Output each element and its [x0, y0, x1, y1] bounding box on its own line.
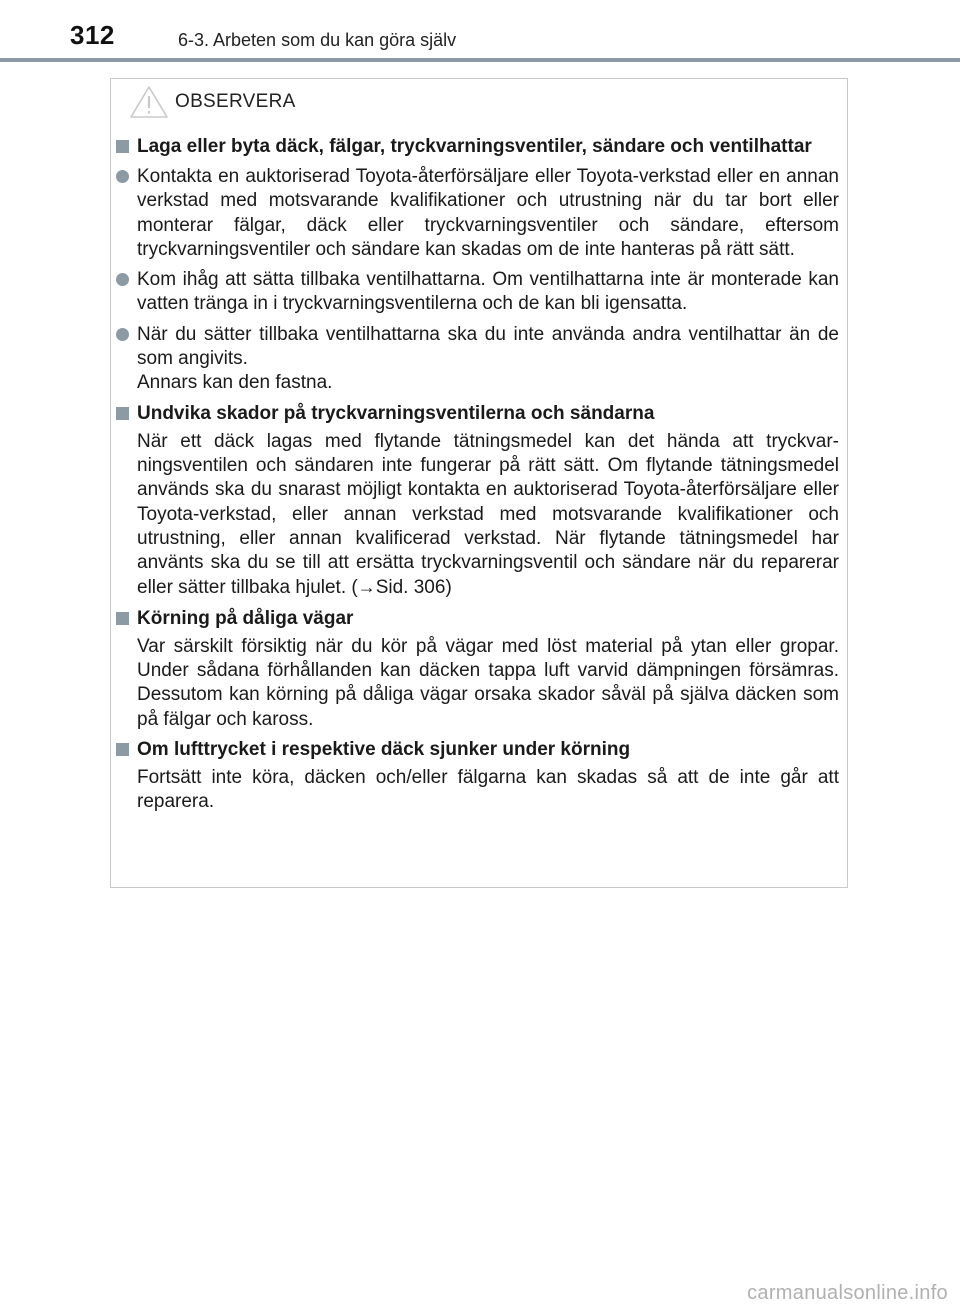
round-bullet-icon [116, 273, 129, 286]
list-item-text: Kom ihåg att sätta tillbaka ventilhattarna. Om ventilhattarna inte är monterade kan vatten tränga in i tryckvarningsventilerna och de kan bli igensatta. [137, 269, 839, 315]
caution-header [129, 85, 296, 119]
warning-triangle-icon [129, 85, 169, 119]
list-item [137, 165, 839, 262]
page-reference-link[interactable]: Sid. 306) [375, 577, 452, 599]
topic-repair-tires [111, 135, 847, 396]
arrow-right-icon: → [357, 577, 376, 598]
topic-heading [137, 402, 839, 426]
topic-heading [137, 135, 839, 159]
topic-heading-text: Om lufttrycket i respektive däck sjunker under körning [137, 738, 631, 760]
round-bullet-icon [116, 328, 129, 341]
topic-pressure-drop [111, 738, 847, 815]
topic-paragraph [137, 430, 839, 601]
page-header [0, 0, 960, 62]
list-item [137, 268, 839, 317]
topic-heading-text: Körning på dåliga vägar [137, 607, 354, 629]
topic-paragraph: Var särskilt försiktig när du kör på vägar med löst material på ytan eller gropar. Under sådana förhållanden kan däcken tappa luft varvid dämpningen försämras. Dessutom kan körning på dåliga vägar orsaka skador såväl på själva däcken som på fälgar och kaross. [137, 635, 839, 730]
square-bullet-icon [116, 743, 129, 756]
square-bullet-icon [116, 407, 129, 420]
square-bullet-icon [116, 612, 129, 625]
round-bullet-icon [116, 170, 129, 183]
caution-box [110, 78, 848, 888]
watermark: carmanualsonline.info [747, 1282, 948, 1304]
square-bullet-icon [116, 140, 129, 153]
topic-paragraph: Fortsätt inte köra, däcken och/eller fälgarna kan skadas så att de inte går att reparera. [137, 766, 839, 813]
topic-avoid-damage [111, 402, 847, 601]
section-title: 6-3. Arbeten som du kan göra själv [178, 30, 457, 50]
topic-heading [137, 607, 839, 631]
header-divider [0, 58, 960, 62]
topic-heading-text: Laga eller byta däck, fälgar, tryckvarningsventiler, sändare och ventilhattar [137, 136, 812, 157]
page-number: 312 [70, 20, 115, 50]
caution-label: OBSERVERA [175, 91, 296, 112]
topic-bad-roads [111, 607, 847, 732]
paragraph-text: När ett däck lagas med flytande tätningsmedel kan det hända att tryckvarningsventilen och sändaren inte fungerar på rätt sätt. Om flytande tätningsmedel används ska du snarast möjligt kontakta en auktoriserad Toyota-återförsäljare eller Toyota-verkstad, eller annan verkstad med motsvarande kvalifikationer och utrustning, eller annan kvalificerad verkstad. När flytande tätningsmedel har använts ska du se till att ersätta tryckvarningsventil och sändare när du reparerar eller sätter tillbaka hjulet. ( [137, 430, 839, 599]
topic-heading [137, 738, 839, 762]
caution-content [111, 135, 847, 821]
list-item-text: Kontakta en auktoriserad Toyota-återförsäljare eller Toyota-verkstad eller en annan verkstad med motsvarande kvalifikationer och utrustning när du tar bort eller monterar fälgar, däck eller tryckvarningsventiler och sändare, eftersom tryckvarningsventiler och sändare kan skadas om de inte hanteras på rätt sätt. [137, 166, 839, 260]
list-item-extra-text: Annars kan den fastna. [137, 372, 333, 394]
list-item-text: När du sätter tillbaka ventilhattarna ska du inte använda andra ventilhattar än de som angivits. [137, 323, 839, 370]
list-item [137, 323, 839, 396]
topic-heading-text: Undvika skador på tryckvarningsventilerna och sändarna [137, 402, 655, 424]
